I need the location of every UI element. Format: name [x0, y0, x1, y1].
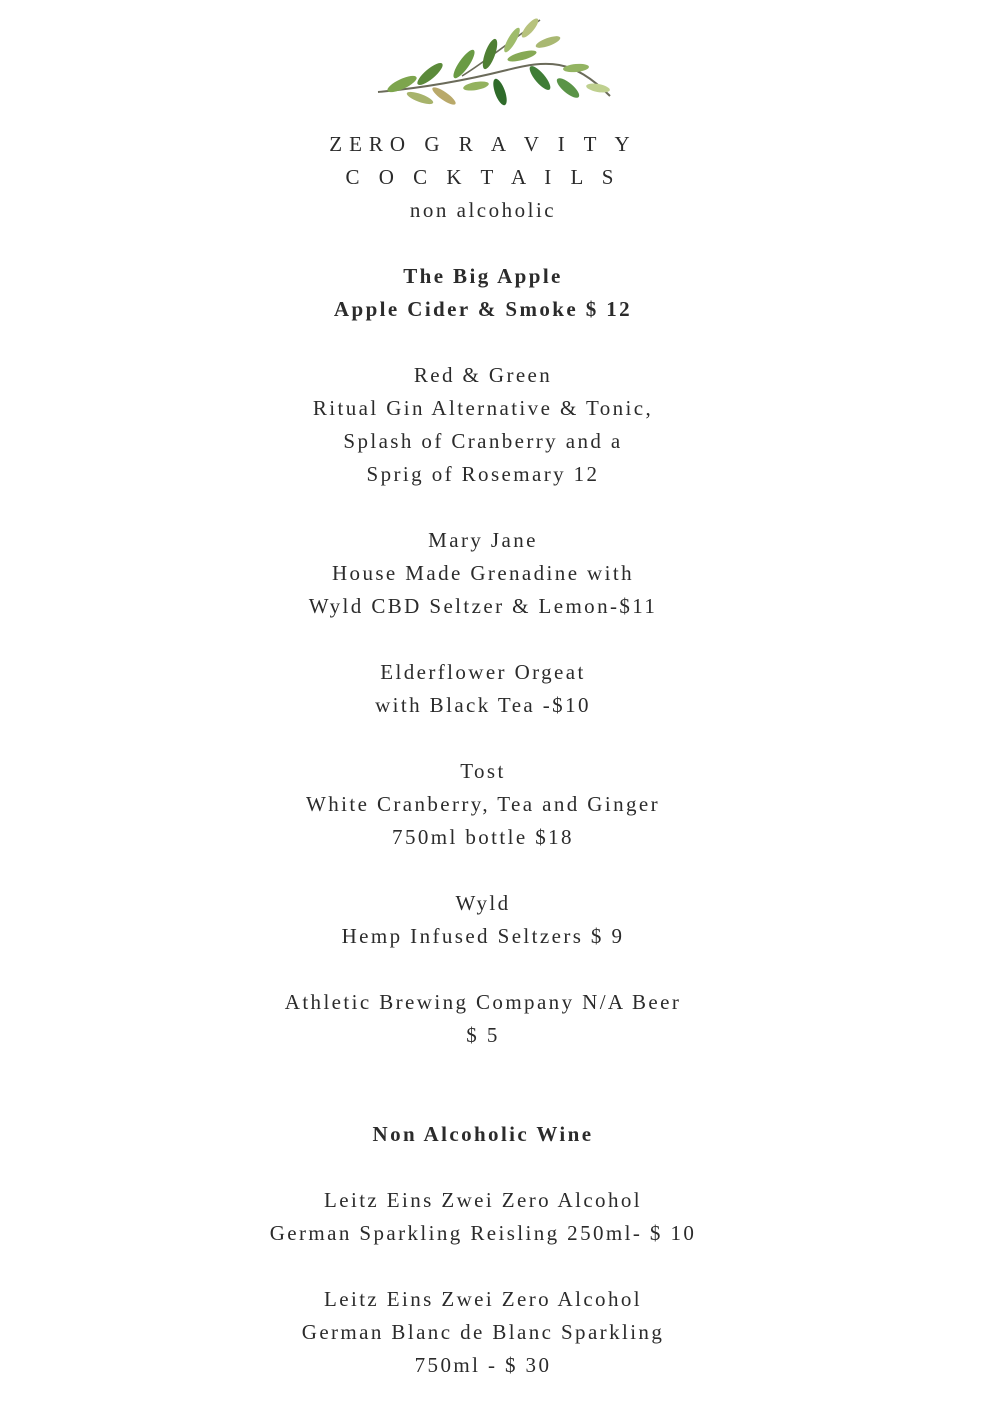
menu-item-name: Tost: [460, 759, 506, 783]
wine-section-heading: Non Alcoholic Wine: [372, 1122, 594, 1146]
menu-item-description: Sprig of Rosemary 12: [366, 462, 600, 486]
menu-item-mary-jane: [0, 524, 966, 623]
menu-item-name: Wyld: [455, 891, 511, 915]
menu-title-line-1: ZERO G R A V I T Y: [329, 132, 637, 156]
menu-item-description: Hemp Infused Seltzers $ 9: [341, 924, 625, 948]
menu-item-description: Wyld CBD Seltzer & Lemon-$11: [308, 594, 658, 618]
menu-item-leitz-sparkling-reisling: [0, 1184, 966, 1250]
menu-item-description: German Blanc de Blanc Sparkling: [301, 1320, 665, 1344]
menu-item-leitz-blanc-de-blanc: [0, 1283, 966, 1382]
menu-item-description: German Sparkling Reisling 250ml- $ 10: [269, 1221, 697, 1245]
menu-item-description: House Made Grenadine with: [331, 561, 634, 585]
menu-item-name: Red & Green: [413, 363, 553, 387]
menu-item-name: Athletic Brewing Company N/A Beer: [284, 990, 682, 1014]
menu-item-description: Ritual Gin Alternative & Tonic,: [312, 396, 654, 420]
menu-item-wyld: [0, 887, 966, 953]
menu-item-name: Leitz Eins Zwei Zero Alcohol: [324, 1287, 642, 1311]
menu-item-athletic-brewing: [0, 986, 966, 1052]
drinks-menu: [0, 128, 966, 1382]
menu-item-name: Mary Jane: [428, 528, 538, 552]
menu-item-name: The Big Apple: [403, 264, 563, 288]
menu-item-name: Elderflower Orgeat: [380, 660, 586, 684]
menu-item-description: Splash of Cranberry and a: [343, 429, 623, 453]
menu-item-description: White Cranberry, Tea and Ginger: [306, 792, 660, 816]
menu-item-price: $ 5: [466, 1023, 500, 1047]
menu-item-description: 750ml bottle $18: [392, 825, 574, 849]
menu-item-description: Apple Cider & Smoke $ 12: [333, 297, 633, 321]
menu-subtitle: non alcoholic: [409, 198, 557, 222]
menu-title-line-2: C O C K T A I L S: [345, 165, 621, 189]
menu-item-description: with Black Tea -$10: [375, 693, 591, 717]
olive-branch-icon: [372, 14, 618, 114]
menu-item-price: 750ml - $ 30: [414, 1353, 552, 1377]
menu-item-tost: [0, 755, 966, 854]
menu-item-red-green: [0, 359, 966, 491]
menu-item-big-apple: [0, 260, 966, 326]
menu-item-name: Leitz Eins Zwei Zero Alcohol: [324, 1188, 642, 1212]
menu-item-elderflower-orgeat: [0, 656, 966, 722]
